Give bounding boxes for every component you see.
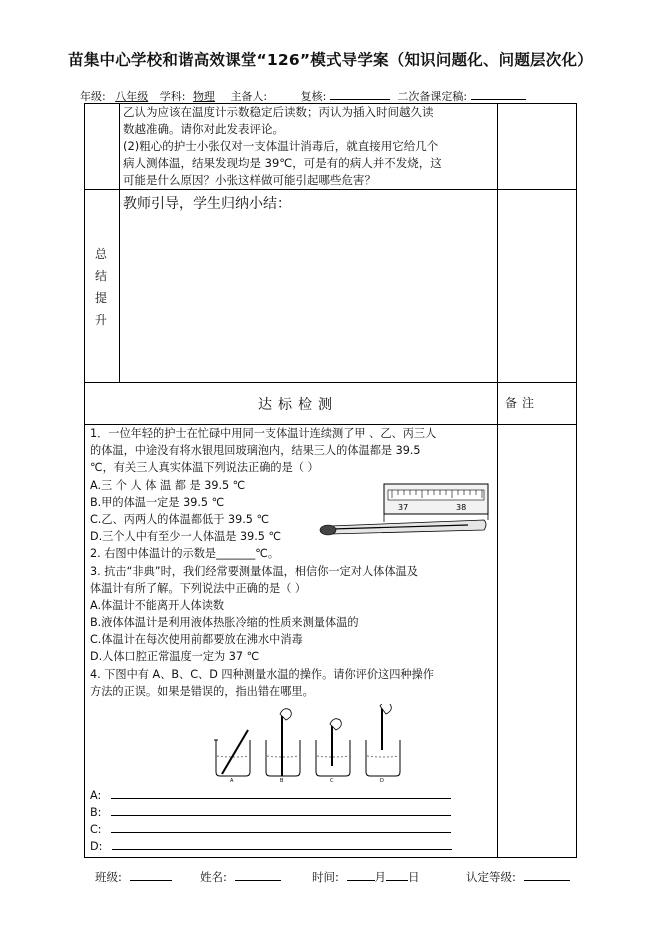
question-line: B.甲的体温一定是 39.5 ℃ [90, 496, 225, 509]
question-line: 1．一位年轻的护士在忙碌中用同一支体温计连续测了甲 、乙、丙三人 [90, 427, 437, 440]
answer-row-c [90, 821, 451, 838]
page-title: 苗集中心学校和谐高效课堂“126”模式导学案（知识问题化、问题层次化） [68, 51, 593, 69]
grade-value: 八年级 [115, 90, 149, 103]
question-line: C.体温计在每次使用前都要放在沸水中消毒 [90, 633, 303, 646]
beaker-label-a: A [230, 778, 234, 782]
tick-label-38: 38 [456, 503, 467, 512]
answer-blank-c[interactable] [111, 821, 451, 833]
month-label: 月 [374, 870, 387, 884]
review-blank[interactable] [330, 88, 390, 100]
prev-question-text [123, 104, 442, 189]
text-line: 可能是什么原因？小张这样做可能引起哪些危害？ [123, 173, 376, 187]
beaker-label-c: C [330, 778, 334, 782]
second-blank[interactable] [471, 88, 526, 100]
text-line: 数越准确。请你对此发表评论。 [123, 122, 284, 136]
col-divider-right [497, 104, 498, 858]
thermometer-scale-inner [388, 490, 484, 500]
class-label: 班级: [95, 870, 122, 884]
answer-blank-b[interactable] [111, 804, 451, 816]
side-char: 结 [94, 269, 107, 283]
subject-label: 学科: [159, 90, 186, 103]
question-line: 方法的正误。如果是错误的，指出错在哪里。 [90, 685, 314, 698]
review-label: 复核: [300, 90, 327, 103]
day-blank[interactable] [386, 868, 408, 881]
col-divider-left [119, 104, 120, 382]
header-meta [80, 88, 526, 104]
answer-row-b [90, 804, 451, 821]
subject-value: 物理 [192, 90, 215, 103]
thermometer-a [222, 730, 248, 774]
row-divider-1 [85, 189, 577, 190]
thermometer-bulb [320, 525, 336, 535]
footer-level [466, 868, 570, 885]
summary-text: 教师引导，学生归纳小结： [123, 196, 291, 212]
question-line: C.乙、丙两人的体温都低于 39.5 ℃ [90, 513, 270, 526]
beaker-b [266, 709, 300, 782]
month-blank[interactable] [347, 868, 375, 881]
answer-blank-d[interactable] [112, 838, 452, 850]
summary-side-label [91, 243, 111, 331]
answer-label: B: [90, 806, 102, 819]
question-line: 4. 下图中有 A、B、C、D 四种测量水温的操作。请你评价这四种操作 [90, 668, 434, 681]
beakers-figure [210, 704, 410, 782]
text-line: 乙认为应该在温度计示数稳定后读数；丙认为插入时间越久读 [123, 105, 434, 119]
answer-blank-a[interactable] [111, 787, 451, 799]
preparer-label: 主备人: [230, 90, 268, 103]
answer-label: D: [90, 840, 103, 853]
answer-row-a [90, 787, 451, 804]
text-line: (2)粗心的护士小张仅对一支体温计消毒后，就直接用它给几个 [123, 139, 439, 153]
beaker-c [316, 719, 350, 782]
answer-row-d [90, 838, 452, 855]
name-label: 姓名: [200, 870, 227, 884]
beaker-d [366, 704, 400, 782]
footer-class [95, 868, 172, 885]
level-blank[interactable] [524, 868, 570, 881]
footer-time [312, 868, 420, 885]
question-line: 的体温，中途没有将水银甩回玻璃泡内，结果三人的体温都是 39.5 [90, 444, 421, 457]
level-label: 认定等级: [466, 870, 516, 884]
check-title: 达标检测 [258, 397, 338, 413]
second-label: 二次备课定稿: [397, 90, 468, 103]
answer-label: C: [90, 823, 102, 836]
time-label: 时间: [312, 870, 339, 884]
beaker-a [214, 730, 250, 782]
question-line: D.三个人中有至少一人体温是 39.5 ℃ [90, 530, 282, 543]
class-blank[interactable] [130, 868, 172, 881]
name-blank[interactable] [235, 868, 281, 881]
beaker-label-b: B [280, 778, 284, 782]
text-line: 病人测体温，结果发现均是 39℃，可是有的病人并不发烧，这 [123, 156, 442, 170]
question-line: D.人体口腔正常温度一定为 37 ℃ [90, 650, 260, 663]
side-char: 提 [94, 291, 107, 305]
grade-label: 年级: [80, 90, 106, 103]
tick-label-37: 37 [398, 503, 409, 512]
question-line: 2. 右图中体温计的示数是_______℃。 [90, 547, 280, 560]
row-divider-2 [85, 382, 577, 383]
side-char: 总 [94, 247, 107, 261]
question-line: A.体温计不能离开人体读数 [90, 599, 225, 612]
question-line: 3. 抗击“非典”时，我们经常要测量体温，相信你一定对人体体温及 [90, 565, 418, 578]
note-title: 备注 [505, 396, 540, 410]
question-line: B.液体体温计是利用液体热胀冷缩的性质来测量体温的 [90, 616, 359, 629]
answer-label: A: [90, 789, 102, 802]
question-line: A.三 个 人 体 温 都 是 39.5 ℃ [90, 479, 246, 492]
side-char: 升 [94, 313, 107, 327]
question-line: ℃，有关三人真实体温下列说法正确的是（ ） [90, 461, 319, 474]
beaker-label-d: D [380, 778, 384, 782]
day-label: 日 [408, 870, 420, 884]
footer-name [200, 868, 281, 885]
question-line: 体温计有所了解。下列说法中正确的是（ ） [90, 582, 307, 595]
thermometer-figure [318, 482, 490, 540]
